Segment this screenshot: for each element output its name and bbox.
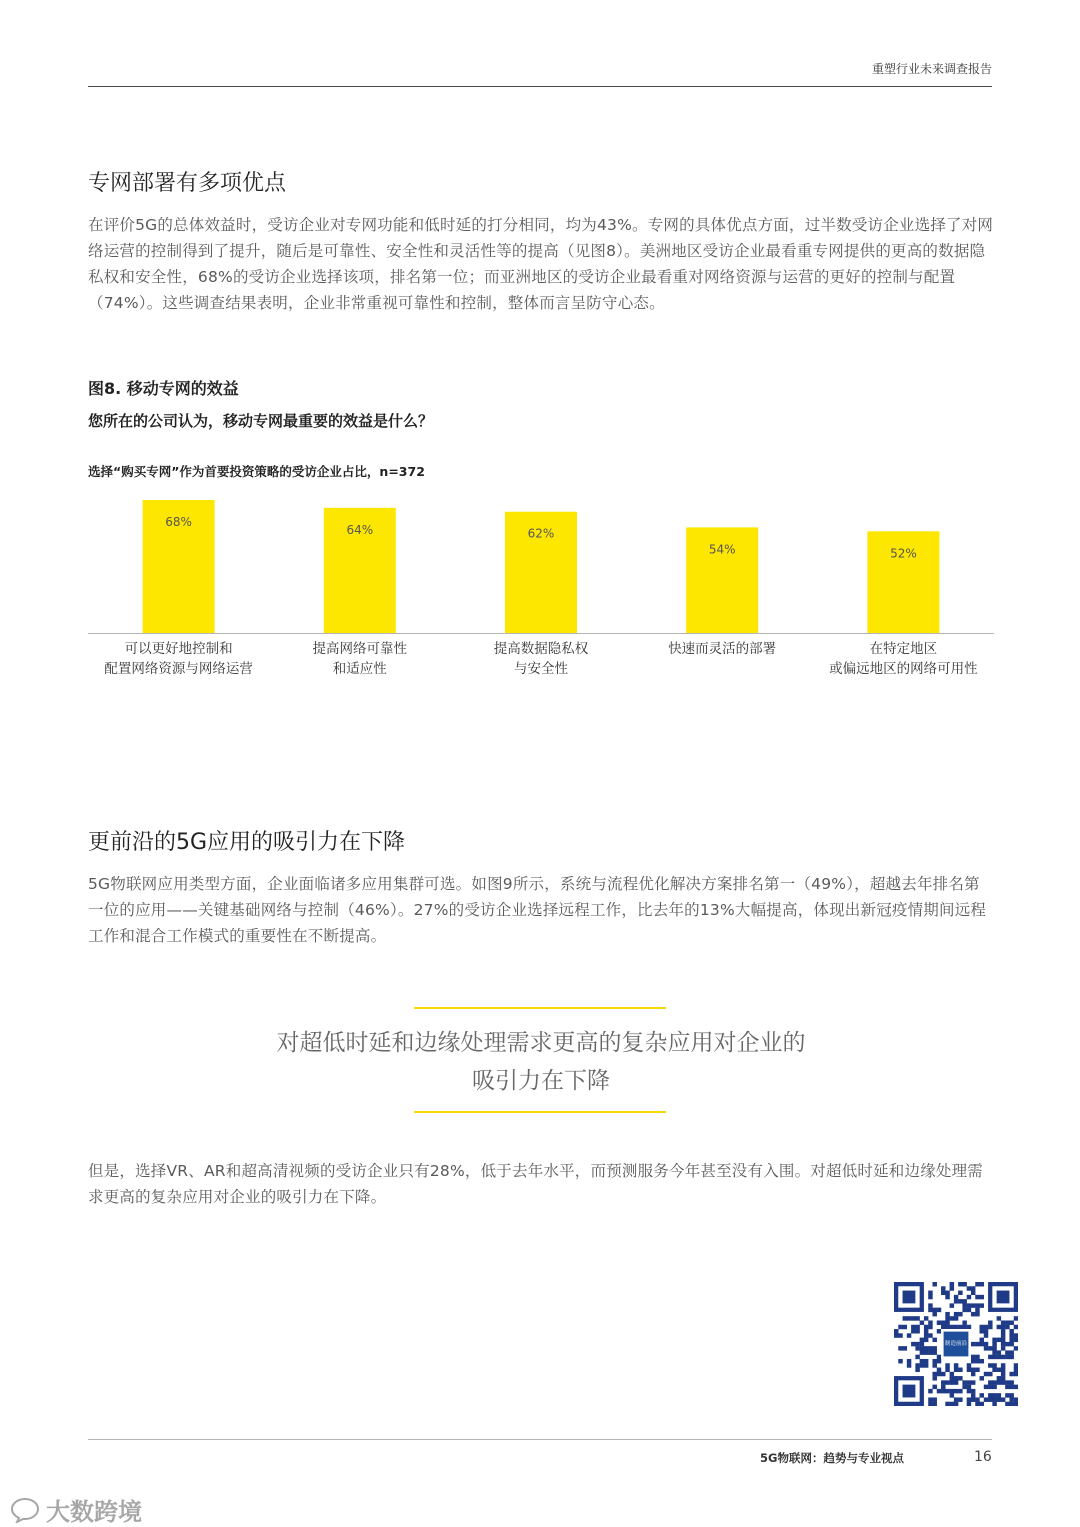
- category-label-5-line-1: 在特定地区: [869, 641, 938, 657]
- bar-value-label-4: 54%: [708, 542, 736, 557]
- chart-baseline: [88, 633, 994, 634]
- section-paragraph-private-network: 在评价5G的总体效益时，受访企业对专网功能和低时延的打分相同，均为43%。专网的具体优点方面，过半数受访企业选择了对网络运营的控制得到了提升，随后是可靠性、安全性和灵活性等的提高（见图8）。美洲地区受访企业最看重专网提供的更高的数据隐私权和安全性，68%的受访企业选择该项，排名第一位；而亚洲地区的受访企业最看重对网络资源与运营的更好的控制与配置（74%）。这些调查结果表明，企业非常重视可靠性和控制，整体而言呈防守心态。: [88, 216, 994, 312]
- category-label-3-line-2: 与安全性: [514, 661, 568, 677]
- category-label-4-line-1: 快速而灵活的部署: [668, 641, 777, 657]
- footer-divider: [88, 1439, 992, 1440]
- bar-value-label-1: 68%: [165, 515, 192, 529]
- watermark-text: 大数跨境: [46, 1498, 142, 1526]
- figure-question: 您所在的公司认为，移动专网最重要的效益是什么？: [88, 412, 434, 430]
- bar-value-label-5: 52%: [890, 546, 917, 561]
- qr-center-label: 制造前沿: [944, 1341, 968, 1347]
- pull-quote: [88, 1024, 994, 1100]
- chat-bubble-icon: [10, 1497, 40, 1523]
- section-title-private-network: 专网部署有多项优点: [88, 171, 287, 196]
- header-divider: [88, 86, 992, 87]
- callout-bottom-rule: [414, 1111, 666, 1113]
- section-title-5g-apps: 更前沿的5G应用的吸引力在下降: [88, 830, 406, 855]
- footer-publication: 5G物联网：趋势与专业视点: [760, 1451, 904, 1465]
- category-label-3-line-1: 提高数据隐私权: [493, 641, 589, 657]
- callout-top-rule: [414, 1007, 666, 1009]
- report-title: 重塑行业未来调查报告: [871, 62, 992, 76]
- bar-value-label-2: 64%: [346, 522, 374, 537]
- figure-sample-note: 选择“购买专网”作为首要投资策略的受访企业占比，n=372: [88, 464, 425, 479]
- category-label-2-line-2: 和适应性: [332, 661, 387, 677]
- section-paragraph-vr-ar: 但是，选择VR、AR和超高清视频的受访企业只有28%，低于去年水平，而预测服务今年甚至没有入围。对超低时延和边缘处理需求更高的复杂应用对企业的吸引力在下降。: [88, 1162, 984, 1206]
- figure-title: 图8. 移动专网的效益: [88, 379, 239, 398]
- category-label-5-line-2: 或偏远地区的网络可用性: [829, 661, 978, 677]
- watermark: [10, 1492, 142, 1527]
- page-number: 16: [974, 1449, 992, 1465]
- category-label-1-line-2: 配置网络资源与网络运营: [104, 661, 253, 677]
- section-paragraph-5g-apps: 5G物联网应用类型方面，企业面临诸多应用集群可选。如图9所示，系统与流程优化解决方案排名第一（49%），超越去年排名第一位的应用——关键基础网络与控制（46%）。27%的受访企业选择远程工作，比去年的13%大幅提高，体现出新冠疫情期间远程工作和混合工作模式的重要性在不断提高。: [88, 875, 987, 945]
- category-label-1-line-1: 可以更好地控制和: [124, 641, 233, 657]
- benefits-bar-chart: [88, 480, 994, 690]
- pull-quote-line-1: 对超低时延和边缘处理需求更高的复杂应用对企业的: [276, 1030, 806, 1056]
- qr-code-icon[interactable]: [894, 1282, 1018, 1406]
- bar-value-label-3: 62%: [527, 526, 555, 541]
- category-label-2-line-1: 提高网络可靠性: [312, 641, 408, 657]
- pull-quote-line-2: 吸引力在下降: [472, 1068, 610, 1094]
